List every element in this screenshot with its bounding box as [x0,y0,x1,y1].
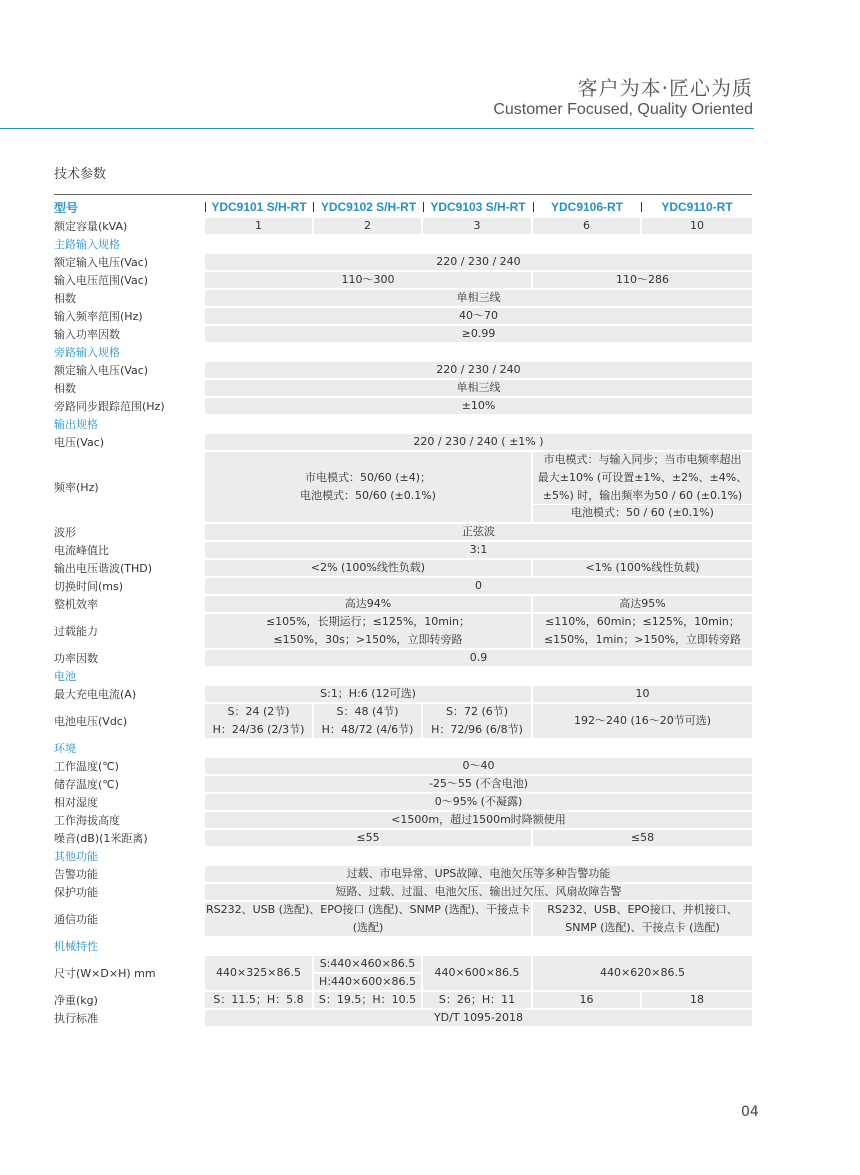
spec-value [423,704,531,738]
spec-row [54,883,752,901]
spec-value: 正弦波 [205,524,752,540]
row-label: 执行标准 [54,1012,98,1025]
spec-value: S:440×460×86.5 [314,956,421,972]
row-label: 尺寸(W×D×H) mm [54,967,156,980]
spec-value: 0～95% (不凝露) [205,794,752,810]
spec-value: 0～40 [205,758,752,774]
value-line: 市电模式：50/60 (±4)； [305,470,431,484]
row-label: 通信功能 [54,913,98,926]
spec-value: -25～55 (不含电池) [205,776,752,792]
spec-row [54,955,752,991]
spec-value: 10 [642,218,752,234]
model-header-label: 型号 [54,200,79,215]
model-name: YDC9110-RT [661,200,733,214]
spec-value [533,614,752,648]
row-label: 告警功能 [54,868,98,881]
category-row [54,847,752,865]
row-label: 输出电压谐波(THD) [54,562,153,575]
spec-row [54,793,752,811]
category-row [54,235,752,253]
value-line: ≤150%，30s；>150%，立即转旁路 [273,633,463,646]
row-label: 电池电压(Vdc) [54,715,128,728]
row-label: 切换时间(ms) [54,580,124,593]
spec-row [54,901,752,937]
row-label: 保护功能 [54,886,98,899]
spec-value: 0 [205,578,752,594]
spec-value [205,704,312,738]
value-line: H：72/96 (6/8节) [431,723,523,736]
spec-row [54,811,752,829]
row-label: 工作温度(℃) [54,760,119,773]
spec-value: 过载、市电异常、UPS故障、电池欠压等多种告警功能 [205,866,752,882]
value-line: ≤110%，60min；≤125%，10min； [545,614,740,628]
spec-row [54,451,752,523]
spec-row [54,595,752,613]
model-name: YDC9103 S/H-RT [430,200,526,214]
spec-value: 40～70 [205,308,752,324]
spec-value [533,902,752,936]
spec-value: 220 / 230 / 240 [205,254,752,270]
spec-value [205,452,531,522]
spec-value: S:1；H:6 (12可选) [205,686,531,702]
value-line: S：24 (2节) [227,704,290,718]
value-line: SNMP (选配)、干接点卡 (选配) [565,921,720,934]
spec-value: RS232、USB (选配)、EPO接口 (选配)、SNMP (选配)、干接点卡 (选配) [205,902,530,934]
value-line: H：48/72 (4/6节) [321,723,414,736]
value-line: H：24/36 (2/3节) [212,723,305,736]
category-label: 电池 [54,670,76,683]
spec-value: 单相三线 [205,290,752,306]
row-label: 相对湿度 [54,796,98,809]
spec-row [54,361,752,379]
row-label: 相数 [54,382,76,395]
spec-value: 440×620×86.5 [533,956,752,990]
spec-row [54,757,752,775]
spec-value: ≤58 [533,830,752,846]
row-label: 功率因数 [54,652,98,665]
row-label: 额定输入电压(Vac) [54,256,149,269]
row-label: 最大充电电流(A) [54,688,137,701]
slogan-en: Customer Focused, Quality Oriented [493,101,753,118]
category-row [54,415,752,433]
row-label: 储存温度(℃) [54,778,119,791]
spec-value: <1500m，超过1500m时降额使用 [205,812,752,828]
spec-value: 2 [314,218,421,234]
spec-value: 1 [205,218,312,234]
row-label: 噪音(dB)(1米距离) [54,832,148,845]
spec-value [205,614,531,648]
spec-value: ±10% [205,398,752,414]
spec-value: 3 [423,218,531,234]
spec-row [54,253,752,271]
spec-row [54,397,752,415]
category-row [54,343,752,361]
row-label: 额定容量(kVA) [54,220,128,233]
table-header-row [54,197,752,217]
spec-row [54,523,752,541]
spec-value: 6 [533,218,640,234]
spec-value: 110～300 [205,272,531,288]
row-label: 输入电压范围(Vac) [54,274,149,287]
spec-value: 110～286 [533,272,752,288]
spec-value: 3:1 [205,542,752,558]
spec-value: S：11.5；H：5.8 [205,992,312,1008]
spec-value: H:440×600×86.5 [314,974,421,990]
category-label: 其他功能 [54,850,98,863]
spec-value: ≥0.99 [205,326,752,342]
spec-row [54,613,752,649]
category-label: 环境 [54,742,76,755]
category-label: 机械特性 [54,940,98,953]
row-label: 过载能力 [54,625,98,638]
section-title: 技术参数 [54,167,107,182]
value-line: 市电模式：与输入同步；当市电频率超出 [543,452,742,466]
value-line: ≤105%，长期运行；≤125%，10min； [265,614,471,628]
spec-value: 16 [533,992,640,1008]
model-name: YDC9102 S/H-RT [320,200,417,214]
category-label: 主路输入规格 [54,238,120,251]
spec-value: 高达95% [533,596,752,612]
spec-row [54,865,752,883]
spec-row [54,541,752,559]
category-row [54,937,752,955]
value-line: S：72 (6节) [445,704,509,718]
value-line: ≤150%，1min；>150%，立即转旁路 [543,633,742,646]
spec-row [54,829,752,847]
header-rule [0,128,754,129]
spec-row [54,577,752,595]
spec-value: <1% (100%线性负载) [533,560,752,576]
spec-value: 220 / 230 / 240 [205,362,752,378]
spec-row [54,685,752,703]
value-line: 电池模式：50/60 (±0.1%) [300,489,436,502]
spec-value: 440×325×86.5 [205,956,312,990]
spec-value [533,452,752,504]
spec-row [54,307,752,325]
value-line: RS232、USB、EPO接口、并机接口、 [547,902,738,916]
spec-table [54,197,752,1027]
spec-value: 单相三线 [205,380,752,396]
spec-value: 高达94% [205,596,531,612]
slogan-cn: 客户为本·匠心为质 [577,76,753,100]
value-line: 电池模式：50 / 60 (±0.1%) [571,506,714,520]
spec-row [54,325,752,343]
spec-value [533,505,752,522]
row-label: 整机效率 [54,598,98,611]
page-number: 04 [741,1104,759,1120]
spec-row [54,991,752,1009]
model-name: YDC9101 S/H-RT [211,200,307,214]
spec-value: YD/T 1095-2018 [205,1010,752,1026]
category-row [54,739,752,757]
row-label: 频率(Hz) [54,481,99,494]
row-label: 输入功率因数 [54,328,120,341]
spec-value: 10 [533,686,752,702]
spec-row [54,289,752,307]
spec-row [54,1009,752,1027]
spec-value: S：19.5；H：10.5 [314,992,421,1008]
row-label: 工作海拔高度 [54,814,120,827]
value-line: S：48 (4节) [336,704,399,718]
spec-value [314,704,421,738]
value-line: 最大±10% (可设置±1%、±2%、±4%、 [537,470,748,484]
spec-row [54,271,752,289]
spec-value: 短路、过载、过温、电池欠压、输出过欠压、风扇故障告警 [205,884,752,900]
spec-row [54,559,752,577]
spec-row [54,217,752,235]
spec-row [54,433,752,451]
spec-value: 192～240 (16～20节可选) [533,704,752,738]
spec-value: 18 [642,992,752,1008]
row-label: 电流峰值比 [54,544,109,557]
spec-row [54,775,752,793]
row-label: 电压(Vac) [54,436,105,449]
category-row [54,667,752,685]
spec-value: S：26；H：11 [423,992,531,1008]
spec-row [54,703,752,739]
row-label: 相数 [54,292,76,305]
spec-row [54,379,752,397]
category-label: 输出规格 [54,418,98,431]
row-label: 输入频率范围(Hz) [54,310,143,323]
table-top-rule [54,194,752,195]
row-label: 波形 [54,526,76,539]
spec-value: ≤55 [205,830,531,846]
category-label: 旁路输入规格 [54,346,120,359]
row-label: 旁路同步跟踪范围(Hz) [54,400,165,413]
spec-value: 0.9 [205,650,752,666]
spec-row [54,649,752,667]
spec-value: 220 / 230 / 240 ( ±1% ) [205,434,752,450]
model-name: YDC9106-RT [550,200,624,214]
value-line: ±5%) 时，输出频率为50 / 60 (±0.1%) [542,489,743,503]
row-label: 净重(kg) [54,994,98,1007]
spec-value: 440×600×86.5 [423,956,531,990]
row-label: 额定输入电压(Vac) [54,364,149,377]
spec-value: <2% (100%线性负载) [205,560,531,576]
